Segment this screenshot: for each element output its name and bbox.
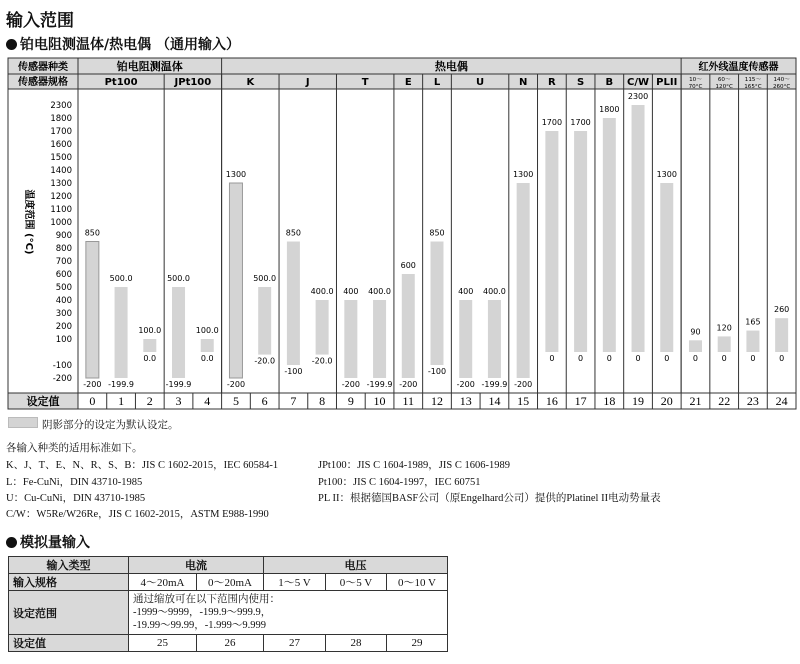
bar-max-label: 260 <box>773 305 790 315</box>
bar-max-label: 850 <box>429 228 445 238</box>
bar-max-label: 500.0 <box>109 274 133 283</box>
bar-max-label: 1300 <box>656 170 677 179</box>
section-title: 模拟量输入 <box>20 535 90 551</box>
range-line: -1999～9999，-199.9～999.9， <box>133 607 272 618</box>
setting-value: 0 <box>89 394 96 408</box>
spec-label: PLII <box>656 77 678 88</box>
bar-max-label: 400 <box>458 287 474 296</box>
range-bar <box>115 287 128 378</box>
setting-value: 13 <box>459 394 472 408</box>
bar-min-label: -199.9 <box>108 379 134 389</box>
spec-cell: 4～20mA <box>129 574 197 591</box>
spec-label: N <box>518 77 528 88</box>
bar-max-label: 100.0 <box>195 326 219 335</box>
setting-value: 12 <box>431 394 443 408</box>
bullet-icon <box>6 537 17 548</box>
analog-input-table <box>8 556 448 652</box>
y-tick-label: 500 <box>55 283 72 293</box>
bar-max-label: 1800 <box>599 105 620 114</box>
range-bar <box>775 318 788 352</box>
bar-min-label: -20.0 <box>311 356 333 366</box>
legend-note: 阴影部分的设定为默认设定。 <box>42 420 179 431</box>
setting-cell: 26 <box>197 635 264 652</box>
standard-line: JPt100：JIS C 1604-1989，JIS C 1606-1989 <box>318 460 510 471</box>
spec-cell: 0～20mA <box>197 574 264 591</box>
y-tick-label: 300 <box>55 309 72 319</box>
standard-line: K、J、T、E、N、R、S、B：JIS C 1602-2015，IEC 60584-1 <box>6 460 279 471</box>
voltage-header: 电压 <box>264 557 448 574</box>
y-tick-label: 1300 <box>50 179 72 189</box>
setting-cell: 28 <box>326 635 387 652</box>
bar-min-label: -200 <box>226 380 246 389</box>
bar-min-label: -200 <box>514 380 533 389</box>
spec-label: JPt100 <box>174 77 212 88</box>
bar-max-label: 1700 <box>541 118 563 127</box>
bar-min-label: -200 <box>399 380 418 389</box>
setting-value: 6 <box>261 394 268 408</box>
y-tick-label: 1400 <box>50 166 72 176</box>
setting-label: 设定值 <box>9 635 129 652</box>
range-bar <box>373 300 386 378</box>
setting-value: 15 <box>517 394 530 408</box>
range-bar <box>689 340 702 352</box>
setting-cell: 29 <box>387 635 448 652</box>
bar-min-label: 0 <box>750 354 756 363</box>
range-bar <box>603 118 616 352</box>
spec-label: Pt100 <box>104 77 138 88</box>
bar-min-label: -199.9 <box>366 379 393 389</box>
bar-min-label: -200 <box>83 380 102 389</box>
setting-value: 11 <box>402 394 415 408</box>
y-tick-label: 1500 <box>50 153 72 163</box>
range-bar <box>258 287 271 355</box>
bar-max-label: 400.0 <box>368 287 392 296</box>
bar-max-label: 100.0 <box>138 326 162 335</box>
y-tick-label: 900 <box>55 231 72 241</box>
spec-label: 140～ 260°C <box>772 77 791 90</box>
range-bar <box>459 300 472 378</box>
table-row <box>9 574 448 591</box>
range-bar <box>86 242 99 379</box>
setting-value: 9 <box>347 394 354 408</box>
setting-value: 10 <box>373 394 386 408</box>
range-bar <box>172 287 185 378</box>
range-bar <box>574 131 587 352</box>
bar-max-label: 1700 <box>570 118 591 127</box>
y-tick-label: 600 <box>55 270 72 280</box>
spec-label: U <box>476 77 485 88</box>
range-bar <box>718 336 731 352</box>
table-row <box>9 635 448 652</box>
bar-max-label: 90 <box>690 327 701 337</box>
bar-max-label: 600 <box>400 261 416 270</box>
spec-label: J <box>305 77 310 88</box>
bar-max-label: 1300 <box>512 170 534 179</box>
y-tick-label: 1100 <box>50 205 72 215</box>
spec-label: E <box>404 77 412 88</box>
y-tick-label: 200 <box>55 322 72 332</box>
bar-min-label: 0 <box>664 354 670 363</box>
range-bar <box>488 300 501 378</box>
range-bar <box>344 300 357 378</box>
section-heading-analog <box>6 532 90 552</box>
y-tick-label: 100 <box>55 335 72 345</box>
bar-max-label: 500.0 <box>253 274 277 283</box>
bar-max-label: 165 <box>745 317 761 327</box>
row-label: 传感器规格 <box>18 77 68 88</box>
spec-label: T <box>361 77 369 88</box>
spec-cell: 1～5 V <box>264 574 326 591</box>
range-bar <box>201 339 214 352</box>
bar-max-label: 400.0 <box>310 287 334 296</box>
setting-value: 3 <box>175 394 182 408</box>
table-row <box>9 557 448 574</box>
range-line: 通过缩放可在以下范围内使用： <box>133 594 280 605</box>
range-bar <box>402 274 415 378</box>
setting-cell: 27 <box>264 635 326 652</box>
setting-cell: 25 <box>129 635 197 652</box>
bar-min-label: -200 <box>456 380 475 389</box>
y-tick-label: 700 <box>55 257 72 267</box>
bar-min-label: 0 <box>635 354 641 363</box>
standard-line: Pt100：JIS C 1604-1997，IEC 60751 <box>318 477 481 488</box>
bar-min-label: 0 <box>549 354 555 363</box>
range-bar <box>632 105 645 352</box>
setting-value: 21 <box>689 394 702 408</box>
range-cell <box>129 591 448 635</box>
group-label: 热电偶 <box>434 60 468 73</box>
bar-min-label: -20.0 <box>254 356 276 366</box>
standard-line: C/W：W5Re/W26Re，JIS C 1602-2015，ASTM E988-1990 <box>6 509 269 520</box>
table-row <box>9 591 448 635</box>
bar-max-label: 850 <box>84 228 101 238</box>
setting-value: 19 <box>632 394 645 408</box>
range-label: 设定范围 <box>9 591 129 635</box>
y-tick-label: 800 <box>55 244 72 254</box>
setting-value: 16 <box>545 394 558 408</box>
bar-max-label: 2300 <box>627 92 649 101</box>
spec-label: K <box>246 77 255 88</box>
y-tick-label: 1800 <box>50 114 72 124</box>
bar-max-label: 400.0 <box>482 287 506 296</box>
bar-min-label: -199.9 <box>165 379 192 389</box>
range-bar <box>431 242 444 366</box>
setting-value: 4 <box>204 394 211 408</box>
standard-line: PL II：根据德国BASF公司（原Engelhard公司）提供的Platinel II电动势量表 <box>318 493 661 504</box>
setting-value: 1 <box>118 394 125 408</box>
bar-min-label: 0 <box>721 354 727 363</box>
spec-label: 115～ 165°C <box>744 77 762 90</box>
spec-label: R <box>548 77 556 88</box>
range-bar <box>545 131 558 352</box>
group-label: 铂电阻测温体 <box>116 60 183 73</box>
bar-min-label: 0.0 <box>143 354 157 363</box>
range-bar <box>660 183 673 352</box>
bar-max-label: 500.0 <box>167 274 190 283</box>
standard-line: L：Fe-CuNi，DIN 43710-1985 <box>6 477 143 488</box>
y-tick-label: 1700 <box>50 127 72 137</box>
type-label: 输入类型 <box>9 557 129 574</box>
spec-label: L <box>433 77 441 88</box>
range-line: -19.99～99.99，-1.999～9.999 <box>133 620 266 631</box>
bar-min-label: 0 <box>692 354 699 363</box>
standards-title: 各输入种类的适用标准如下。 <box>6 443 143 454</box>
setting-value: 7 <box>290 394 297 408</box>
bar-min-label: -100 <box>284 367 303 376</box>
y-tick-label: -100 <box>52 361 72 371</box>
standard-line: U：Cu-CuNi，DIN 43710-1985 <box>6 493 146 504</box>
y-tick-label: 400 <box>55 296 72 306</box>
section-title: 铂电阻测温体/热电偶 （通用输入） <box>20 37 240 53</box>
setting-value: 5 <box>232 394 239 408</box>
bar-min-label: -199.9 <box>481 379 508 389</box>
range-bar <box>517 183 530 378</box>
spec-cell: 0～5 V <box>326 574 387 591</box>
bar-min-label: -200 <box>341 380 360 389</box>
row-label: 传感器种类 <box>18 62 68 73</box>
y-tick-label: 1600 <box>50 140 72 150</box>
setting-value: 20 <box>660 394 673 408</box>
y-tick-label: 2300 <box>50 101 72 111</box>
range-bar <box>287 242 300 366</box>
bar-min-label: 0.0 <box>200 354 214 363</box>
y-tick-label: 1000 <box>50 218 72 228</box>
y-axis-label: 温度范围 (°C) <box>23 189 34 255</box>
range-bar <box>746 331 759 352</box>
bar-max-label: 120 <box>716 323 732 333</box>
spec-label: 60～ 120°C <box>715 77 733 90</box>
bar-min-label: 0 <box>578 354 584 363</box>
setting-value: 23 <box>746 394 759 408</box>
spec-label: 输入规格 <box>9 574 129 591</box>
spec-cell: 0～10 V <box>387 574 448 591</box>
bar-min-label: -100 <box>427 367 447 376</box>
setting-value: 14 <box>488 394 501 408</box>
y-tick-label: 1200 <box>50 192 72 202</box>
setting-value: 18 <box>603 394 616 408</box>
setting-value: 24 <box>775 394 788 408</box>
bar-max-label: 1300 <box>225 170 247 179</box>
spec-label: 10～ 70°C <box>688 77 703 90</box>
setting-value: 2 <box>146 394 153 408</box>
bar-max-label: 850 <box>285 228 302 238</box>
default-shade-swatch <box>8 417 38 428</box>
group-label: 红外线温度传感器 <box>698 62 779 73</box>
row-label: 设定值 <box>26 395 60 408</box>
spec-label: C/W <box>627 77 650 88</box>
bar-max-label: 400 <box>343 287 359 296</box>
setting-value: 22 <box>718 394 731 408</box>
bar-min-label: 0 <box>779 354 785 363</box>
spec-label: S <box>576 77 585 88</box>
setting-value: 17 <box>574 394 587 408</box>
range-bar <box>229 183 242 378</box>
bar-min-label: 0 <box>606 354 612 363</box>
setting-value: 8 <box>319 394 326 408</box>
range-bar <box>316 300 329 355</box>
current-header: 电流 <box>129 557 264 574</box>
spec-label: B <box>605 77 614 88</box>
page-title: 输入范围 <box>6 11 74 31</box>
y-tick-label: -200 <box>52 374 72 384</box>
range-bar <box>143 339 156 352</box>
